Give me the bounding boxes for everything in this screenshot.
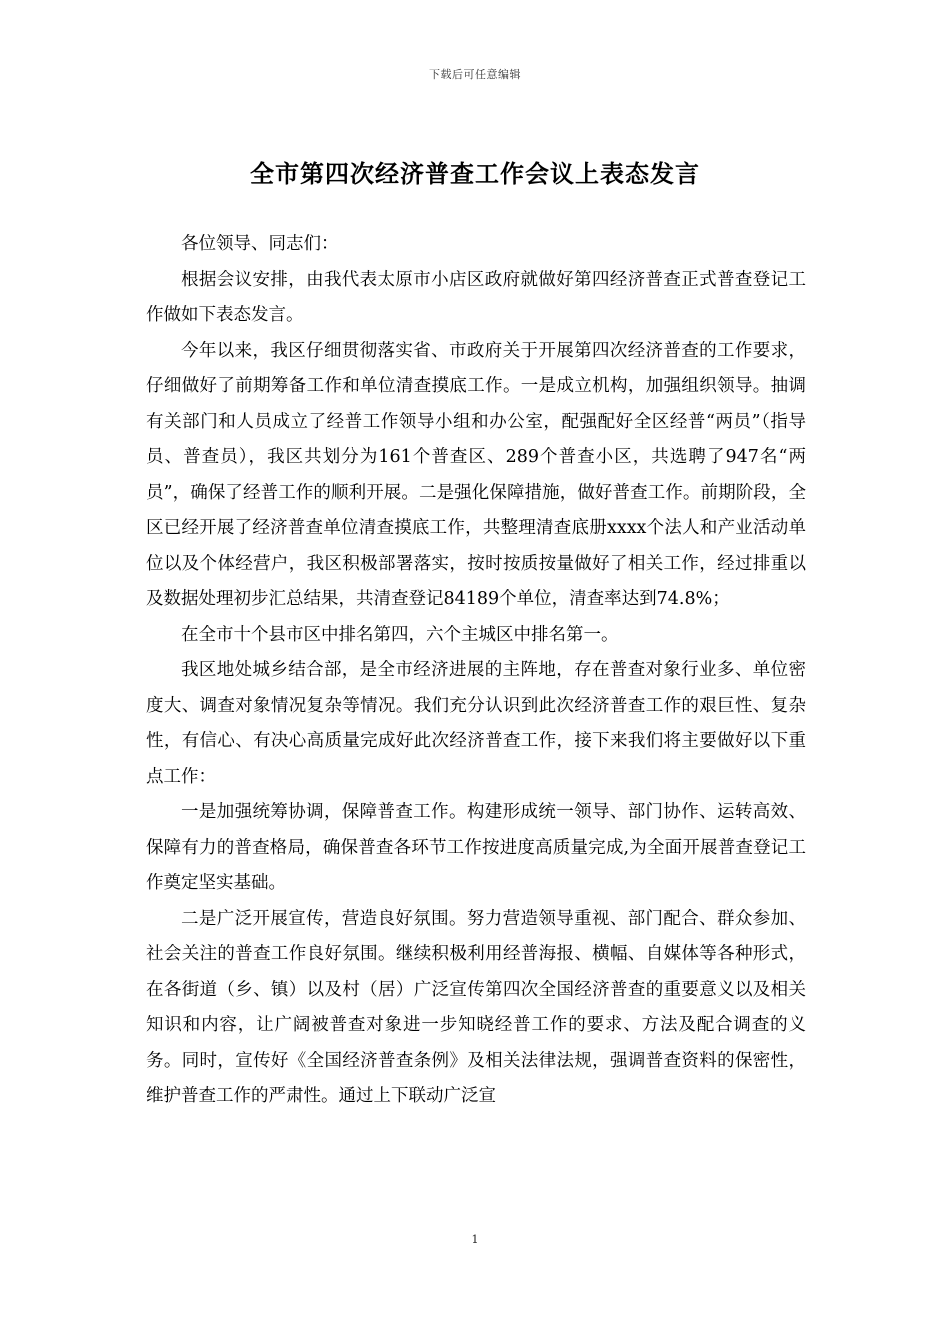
paragraph: 我区地处城乡结合部，是全市经济进展的主阵地，存在普查对象行业多、单位密度大、调查对象情况复杂等情况。我们充分认识到此次经济普查工作的艰巨性、复杂性，有信心、有决心高质量完成好此次经济普查工作，接下来我们将主要做好以下重点工作： (146, 660, 806, 787)
paragraph: 根据会议安排，由我代表太原市小店区政府就做好第四经济普查正式普查登记工作做如下表态发言。 (146, 269, 806, 325)
header-note: 下载后可任意编辑 (429, 68, 521, 81)
paragraph: 二是广泛开展宣传，营造良好氛围。努力营造领导重视、部门配合、群众参加、社会关注的普查工作良好氛围。继续积极利用经普海报、横幅、自媒体等各种形式，在各街道（乡、镇）以及村（居）广泛宣传第四次全国经济普查的重要意义以及相关知识和内容，让广阔被普查对象进一步知晓经普工作的要求、方法及配合调查的义务。同时，宣传好《全国经济普查条例》及相关法律法规，强调普查资料的保密性，维护普查工作的严肃性。通过上下联动广泛宣 (146, 908, 806, 1106)
paragraph-salutation: 各位领导、同志们： (181, 234, 339, 254)
paragraph: 一是加强统筹协调，保障普查工作。构建形成统一领导、部门协作、运转高效、保障有力的普查格局，确保普查各环节工作按进度高质量完成,为全面开展普查登记工作奠定坚实基础。 (146, 802, 806, 893)
document-body (146, 227, 806, 1115)
paragraph: 在全市十个县市区中排名第四，六个主城区中排名第一。 (181, 624, 619, 645)
paragraph: 今年以来，我区仔细贯彻落实省、市政府关于开展第四次经济普查的工作要求，仔细做好了前期筹备工作和单位清查摸底工作。一是成立机构，加强组织领导。抽调有关部门和人员成立了经普工作领导小组和办公室，配强配好全区经普“两员”（指导员、普查员），我区共划分为161个普查区、289个普查小区，共选聘了947名“两员”，确保了经普工作的顺利开展。二是强化保障措施，做好普查工作。前期阶段，全区已经开展了经济普查单位清查摸底工作，共整理清查底册xxxx个法人和产业活动单位以及个体经营户，我区积极部署落实，按时按质按量做好了相关工作，经过排重以及数据处理初步汇总结果，共清查登记84189个单位，清查率达到74.8%； (146, 340, 806, 609)
page-number: 1 (471, 1233, 479, 1246)
document-title: 全市第四次经济普查工作会议上表态发言 (250, 159, 700, 188)
